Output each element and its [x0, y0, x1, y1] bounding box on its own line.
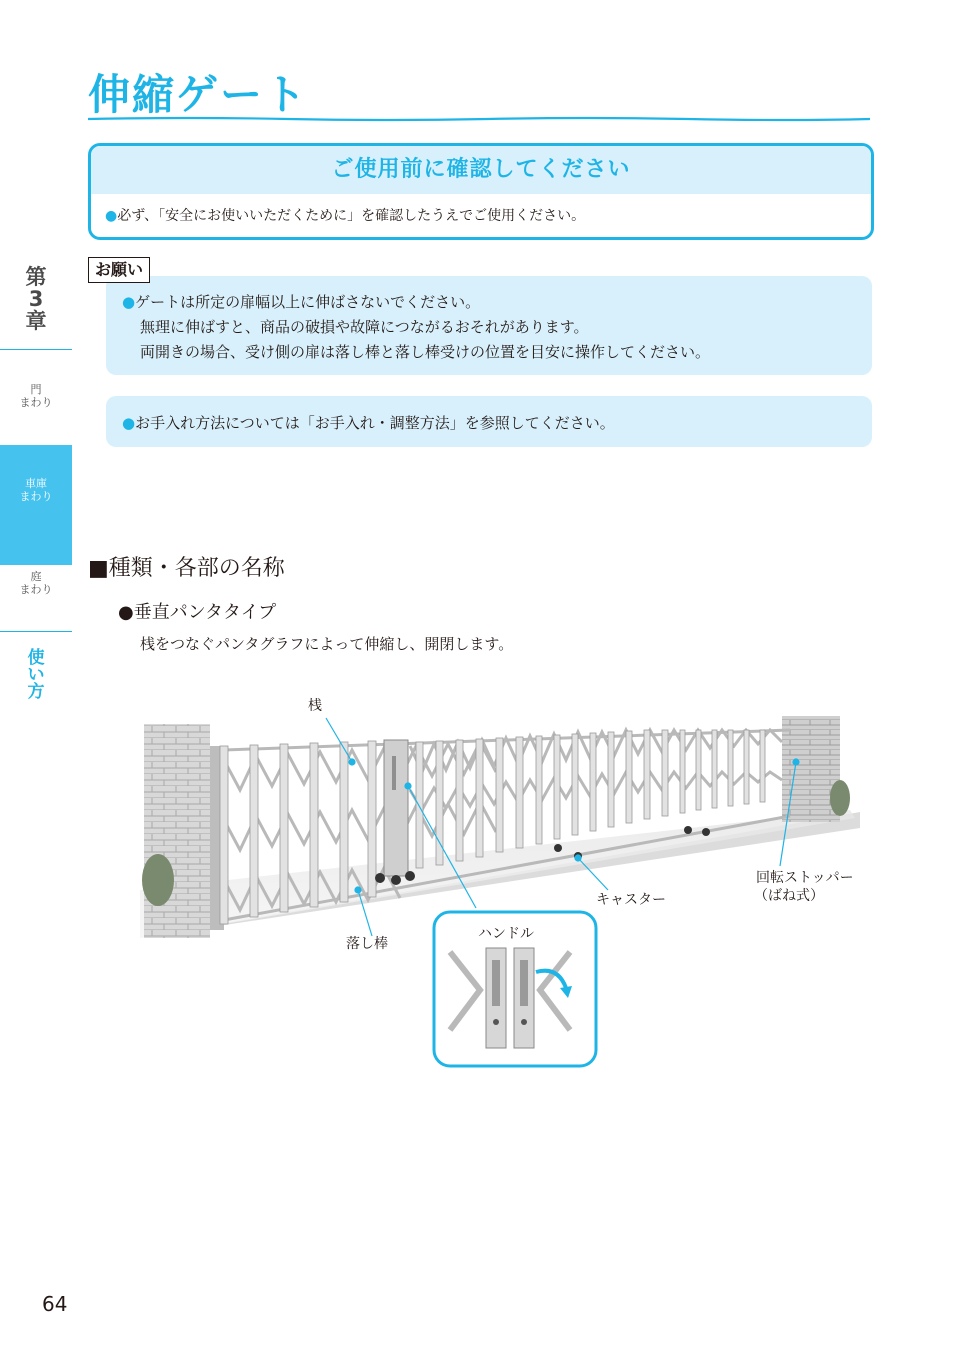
label-drop-rod: 落し棒	[346, 936, 388, 952]
section-heading: ■種類・各部の名称	[88, 556, 285, 581]
pantograph-lattice	[224, 730, 790, 920]
sidebar-divider	[0, 349, 72, 350]
sidebar-item-label: まわり	[19, 490, 53, 503]
gate-illustration	[140, 690, 860, 1070]
title-divider	[88, 116, 870, 122]
bullet-icon: ●	[105, 208, 118, 224]
sidebar-item-label: まわり	[19, 396, 53, 409]
shrub	[830, 780, 850, 816]
label-handle: ハンドル	[478, 926, 534, 942]
sidebar-item-usage[interactable]	[0, 650, 72, 701]
sidebar-item-garage[interactable]	[0, 445, 72, 565]
chapter-char: 章	[25, 309, 47, 333]
note-line: 無理に伸ばすと、商品の破損や故障につながるおそれがあります。	[140, 318, 589, 336]
sidebar-item-label: 門	[30, 383, 42, 396]
label-sash: 桟	[308, 698, 322, 714]
bullet-icon: ●	[122, 414, 136, 432]
note-line-text: お手入れ方法については「お手入れ・調整方法」を参照してください。	[135, 414, 615, 432]
confirm-text	[91, 194, 871, 225]
left-pillar	[144, 724, 210, 938]
confirm-text-body: 必ず、「安全にお使いいただくために」を確認したうえでご使用ください。	[117, 208, 586, 224]
handle-detail-box	[434, 912, 596, 1066]
note-line-text: ゲートは所定の扉幅以上に伸ばさないでください。	[135, 293, 481, 311]
note-line: 両開きの場合、受け側の扉は落し棒と落し棒受けの位置を目安に操作してください。	[140, 343, 711, 361]
label-stopper-sub: （ばね式）	[754, 888, 824, 904]
note-line	[122, 291, 480, 312]
chapter-char: 第	[25, 265, 47, 289]
sidebar-item-label: 庭	[30, 570, 42, 583]
label-caster: キャスター	[596, 892, 666, 908]
chapter-label	[0, 266, 72, 332]
sidebar-item-label: 使	[27, 648, 45, 668]
confirm-box	[88, 143, 874, 240]
sidebar-item-label: 方	[27, 682, 45, 702]
sidebar-divider	[0, 631, 72, 632]
sidebar-item-gate[interactable]	[0, 383, 72, 409]
sidebar-item-label: い	[27, 665, 45, 685]
shrub	[142, 854, 174, 906]
maintenance-note-box	[106, 396, 872, 447]
sub-heading: ●垂直パンタタイプ	[118, 602, 277, 623]
handle-grip	[392, 756, 396, 790]
confirm-heading: ご使用前に確認してください	[91, 146, 871, 194]
sidebar-item-garden[interactable]	[0, 570, 72, 596]
note-line	[122, 412, 615, 433]
request-label: お願い	[88, 257, 150, 283]
sidebar-item-label: 車庫	[25, 477, 47, 490]
bullet-icon: ●	[122, 293, 136, 311]
label-stopper: 回転ストッパー	[756, 870, 854, 886]
sub-description: 桟をつなぐパンタグラフによって伸縮し、開閉します。	[140, 635, 514, 653]
chapter-number: 3	[28, 287, 44, 311]
request-note-box	[106, 276, 872, 375]
sidebar-item-label: まわり	[19, 583, 53, 596]
page-number: 64	[42, 1292, 68, 1316]
page-title: 伸縮ゲート	[88, 70, 309, 119]
